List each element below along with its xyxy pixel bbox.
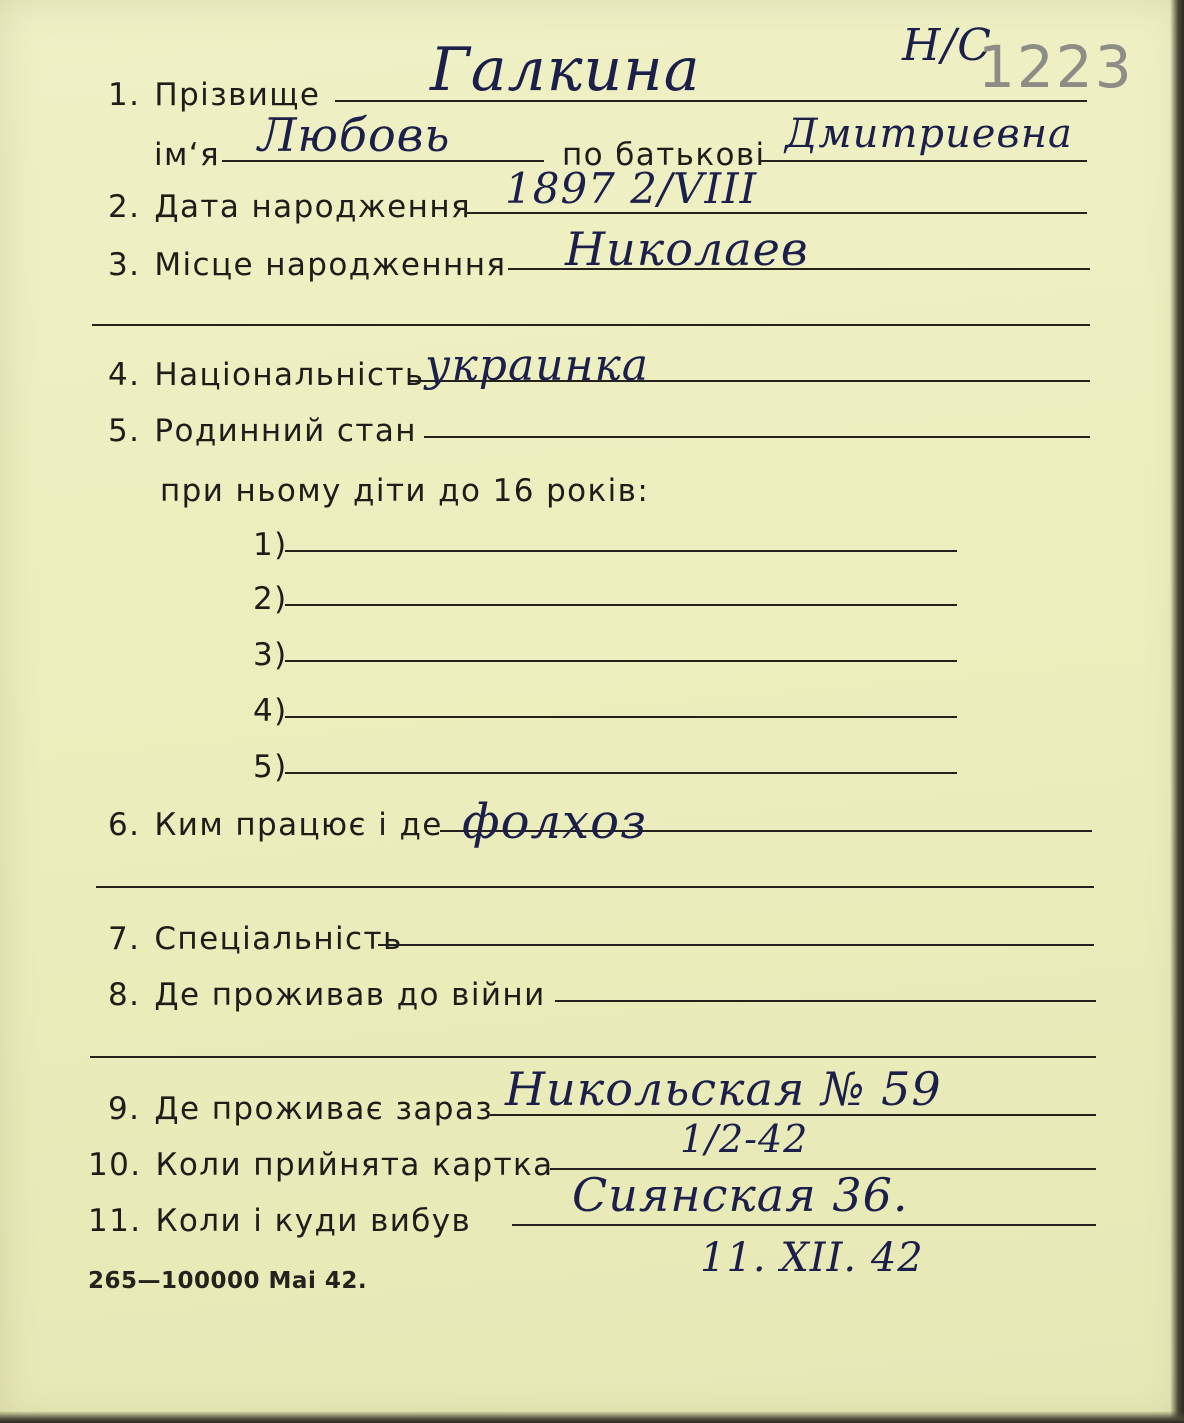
field-birth-date-value: 1897 2/VIII	[505, 164, 758, 213]
child-line	[285, 716, 957, 718]
field-current-residence-value: Никольская № 59	[505, 1062, 942, 1116]
field-current-residence-caption: Де проживає зараз	[154, 1091, 494, 1127]
child-line	[285, 772, 957, 774]
field-family-status-label	[108, 413, 417, 449]
child-line	[285, 604, 957, 606]
child-number: 5)	[253, 749, 288, 785]
child-number: 3)	[253, 637, 288, 673]
archive-mark-prefix: Н/С	[902, 20, 992, 71]
field-card-accepted-number: 10.	[88, 1147, 142, 1183]
field-prewar-residence-number: 8.	[108, 977, 141, 1013]
field-occupation-value: фолхоз	[462, 794, 648, 850]
field-occupation-number: 6.	[108, 807, 141, 843]
field-patronymic-value: Дмитриевна	[785, 111, 1073, 157]
field-specialty-number: 7.	[108, 921, 141, 957]
field-birth-place-line-2	[92, 324, 1090, 326]
field-departed-value: Сиянская 36.	[572, 1168, 909, 1222]
field-first-name-label: ім‘я	[154, 137, 221, 173]
field-nationality-caption: Національність	[154, 357, 425, 393]
card-edge-bottom	[0, 1411, 1184, 1423]
field-departed-number: 11.	[88, 1203, 142, 1239]
field-patronymic-label: по батькові	[562, 137, 766, 173]
field-prewar-residence-label	[108, 977, 546, 1013]
card-edge-right	[1170, 0, 1184, 1423]
field-birth-date-number: 2.	[108, 189, 141, 225]
field-birth-date-label	[108, 189, 472, 225]
child-line	[285, 660, 957, 662]
field-surname-caption: Прізвище	[154, 77, 321, 113]
field-birth-place-number: 3.	[108, 247, 141, 283]
field-prewar-residence-caption: Де проживав до війни	[154, 977, 546, 1013]
field-occupation-label	[108, 807, 443, 843]
field-current-residence-label	[108, 1091, 494, 1127]
field-birth-date-caption: Дата народження	[154, 189, 472, 225]
field-card-accepted-label	[88, 1147, 554, 1183]
archive-mark-number: 1223	[978, 33, 1134, 101]
field-prewar-residence-line	[555, 1000, 1096, 1002]
field-departed-label	[88, 1203, 472, 1239]
field-card-accepted-value: 1/2-42	[680, 1117, 809, 1161]
field-family-status-caption: Родинний стан	[154, 413, 417, 449]
field-nationality-number: 4.	[108, 357, 141, 393]
field-specialty-caption: Спеціальність	[154, 921, 403, 957]
field-family-status-number: 5.	[108, 413, 141, 449]
field-departed-caption: Коли і куди вибув	[155, 1203, 472, 1239]
field-departed-line	[512, 1224, 1096, 1226]
children-label: при ньому діти до 16 років:	[160, 473, 650, 509]
child-number: 2)	[253, 581, 288, 617]
field-birth-place-caption: Місце народженння	[154, 247, 507, 283]
field-current-residence-number: 9.	[108, 1091, 141, 1127]
field-nationality-label	[108, 357, 425, 393]
field-card-accepted-caption: Коли прийнята картка	[155, 1147, 554, 1183]
field-occupation-caption: Ким працює і де	[154, 807, 443, 843]
field-occupation-line-2	[96, 886, 1094, 888]
field-family-status-line	[424, 436, 1090, 438]
child-line	[285, 550, 957, 552]
child-number: 1)	[253, 527, 288, 563]
field-surname-number: 1.	[108, 77, 141, 113]
field-nationality-value: украинка	[425, 340, 650, 391]
field-birth-place-value: Николаев	[565, 222, 809, 276]
field-first-name-value: Любовь	[258, 108, 451, 162]
field-birth-place-label	[108, 247, 507, 283]
field-patronymic-line	[760, 160, 1087, 162]
field-specialty-line	[378, 944, 1094, 946]
field-surname-value: Галкина	[430, 35, 701, 105]
child-number: 4)	[253, 693, 288, 729]
field-departed-date: 11. XII. 42	[700, 1235, 924, 1281]
field-specialty-label	[108, 921, 403, 957]
field-prewar-residence-line-2	[90, 1056, 1096, 1058]
field-surname-label	[108, 77, 321, 113]
print-code: 265—100000 Mai 42.	[88, 1268, 368, 1294]
